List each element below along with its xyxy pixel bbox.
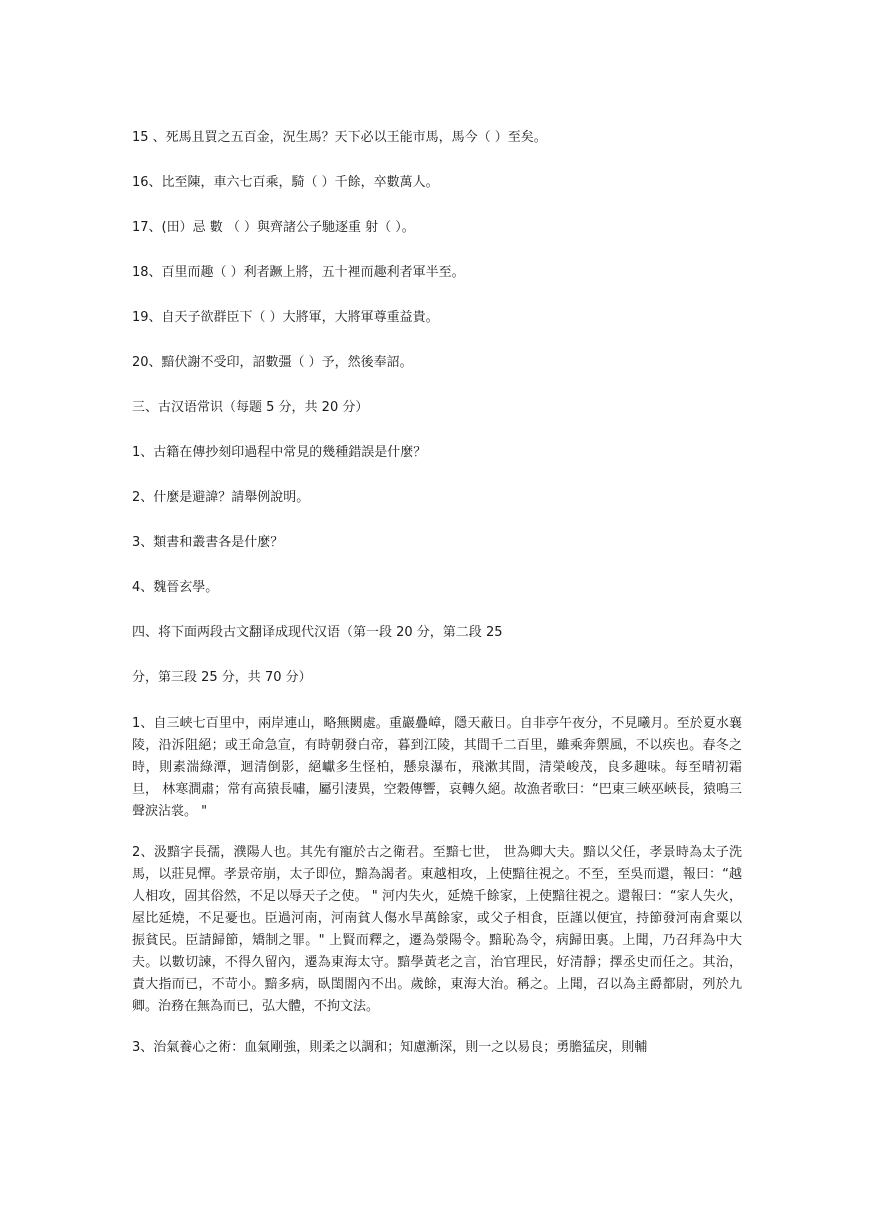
passage-1: 1、自三峡七百里中，兩岸連山，略無闕處。重巖疊嶂，隱天蔽日。自非亭午夜分，不見曦月。至於夏水襄陵，沿泝阻絕；或王命急宣，有時朝發白帝，暮到江陵，其間千二百里，雖乘奔禦風，不以疾也。春冬之時，則素湍綠潭，迴清倒影，絕巘多生怪柏，懸泉瀑布，飛漱其間，清榮峻茂，良多趣味。每至晴初霜旦， 林寒澗肅；常有高猿長嘯，屬引淒異，空穀傳響，哀轉久絕。故漁者歌曰：“巴東三峽巫峽長，猿鳴三聲淚沾裳。 ": [132, 716, 742, 819]
section-4-heading-line-1: 四、将下面两段古文翻译成现代汉语（第一段 20 分，第二段 25: [132, 625, 503, 640]
question-19: 19、自天子欲群臣下（ ）大將軍，大將軍尊重益貴。: [132, 310, 439, 325]
question-17: 17、(田）忌 數 （ ）與齊諸公子馳逐重 射（ ）。: [132, 220, 415, 235]
section-3-question-4: 4、魏晉玄學。: [132, 580, 219, 595]
section-3-question-1: 1、古籍在傳抄刻印過程中常見的幾種錯誤是什麼？: [132, 445, 427, 460]
question-16: 16、比至陳，車六七百乘，騎（ ）千餘，卒數萬人。: [132, 175, 439, 190]
passage-3: 3、治氣養心之術：血氣剛強，則柔之以調和；知慮漸深，則一之以易良；勇膽猛戾，則輔: [132, 1040, 648, 1055]
section-3-question-2: 2、什麼是避諱？請舉例說明。: [132, 490, 310, 505]
section-3-heading: 三、古汉语常识（每题 5 分，共 20 分）: [132, 400, 369, 415]
question-15: 15 、死馬且買之五百金，況生馬？天下必以王能市馬，馬今（ ）至矣。: [132, 130, 547, 145]
document-body: [132, 128, 742, 1078]
question-18: 18、百里而趣（ ）利者蹶上將，五十裡而趣利者軍半至。: [132, 265, 465, 280]
question-20: 20、黯伏謝不受印，詔數彊（ ）予，然後奉詔。: [132, 355, 413, 370]
passage-2: 2、汲黯字長孺，濮陽人也。其先有寵於古之衛君。至黯七世， 世為卿大夫。黯以父任，孝景時為太子洗馬，以莊見憚。孝景帝崩，太子即位，黯為謁者。東越相攻，上使黯往視之。不至，至吳而還，報曰：“越人相攻，固其俗然，不足以辱天子之使。 " 河内失火，延燒千餘家，上使黯往視之。還報曰：“家人失火， 屋比延燒，不足憂也。臣過河南，河南貧人傷水旱萬餘家，或父子相食，臣謹以便宜，持節發河南倉粟以振貧民。臣請歸節，矯制之罪。" 上賢而釋之，遷為滎陽令。黯恥為令，病歸田裏。上聞，乃召拜為中大夫。以數切諫，不得久留內，遷為東海太守。黯學黃老之言，治官理民，好清靜；擇丞史而任之。其治，責大指而已，不苛小。黯多病，臥閨閤內不出。歲餘，東海大治。稱之。上聞，召以為主爵都尉，列於九卿。治務在無為而已，弘大體，不拘文法。: [132, 845, 742, 1014]
section-3-question-3: 3、類書和叢書各是什麼？: [132, 535, 284, 550]
section-4-heading-line-2: 分，第三段 25 分，共 70 分）: [132, 670, 312, 685]
